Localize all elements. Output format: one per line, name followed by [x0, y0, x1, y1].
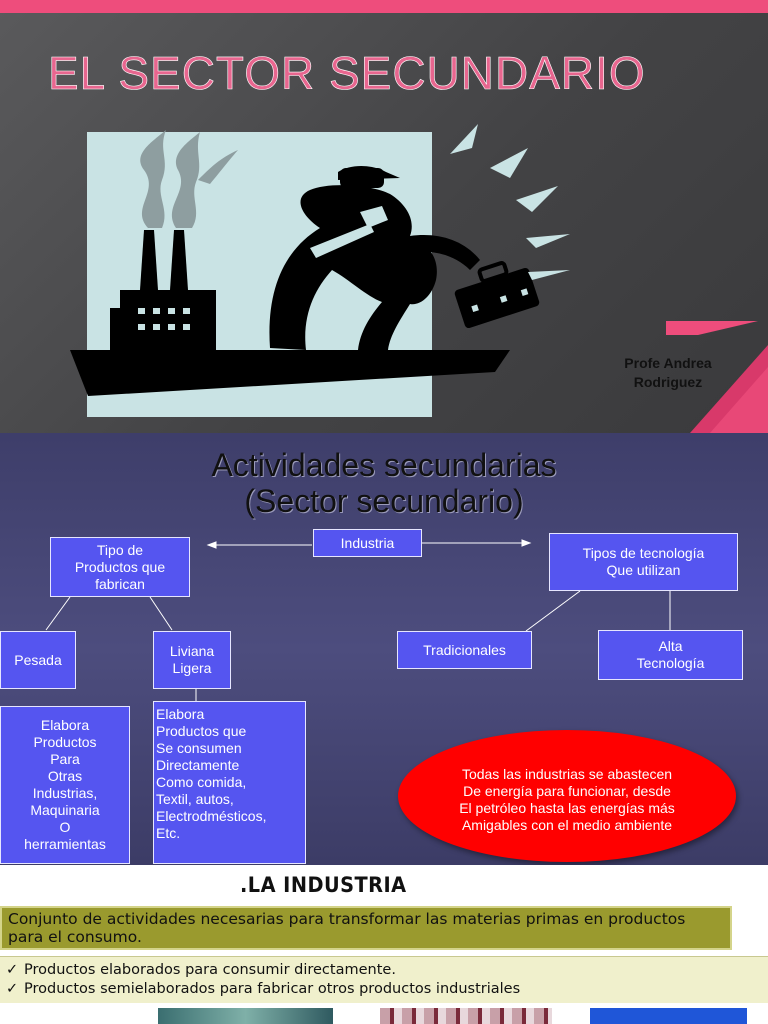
box-tipo-productos: Tipo de Productos que fabrican: [50, 537, 190, 597]
slide-title: EL SECTOR SECUNDARIO: [48, 47, 646, 99]
production-photo-thumbnail: [380, 1008, 552, 1024]
slide-title: .LA INDUSTRIA: [240, 873, 407, 897]
author-line-2: Rodriguez: [633, 374, 703, 390]
author-line-1: Profe Andrea: [624, 355, 712, 371]
product-types-list: [0, 956, 768, 1003]
author-name: [600, 354, 736, 392]
list-item-text: Productos elaborados para consumir directamente.: [24, 962, 396, 978]
slide-actividades-secundarias: [0, 433, 768, 865]
blue-photo-thumbnail: [590, 1008, 747, 1024]
box-alta-tecnologia: Alta Tecnología: [598, 630, 743, 680]
list-item-text: Productos semielaborados para fabricar otros productos industriales: [24, 981, 521, 997]
slide-la-industria: [0, 865, 768, 1024]
box-elabora-otras-industrias: Elabora Productos Para Otras Industrias, Maquinaria O herramientas: [0, 706, 130, 864]
slide-sector-secundario: [0, 0, 768, 433]
box-elabora-consumo-directo: Elabora Productos que Se consumen Directamente Como comida, Textil, autos, Electrodméstic​os, Etc.: [153, 701, 306, 864]
box-pesada: Pesada: [0, 631, 76, 689]
box-industria: Industria: [313, 529, 422, 557]
box-liviana: Liviana Ligera: [153, 631, 231, 689]
title-line-2: (Sector secundario): [244, 483, 524, 519]
check-icon: ✓: [6, 981, 19, 997]
factory-photo-thumbnail: [158, 1008, 333, 1024]
list-item: [6, 980, 520, 998]
top-accent-bar: [0, 0, 768, 13]
list-item: [6, 961, 396, 979]
energy-note-text: Todas las industrias se abastecen De energía para funcionar, desde El petróleo hasta las energías más Amigables con el medio ambiente: [459, 766, 675, 833]
industry-worker-clipart: [70, 120, 590, 420]
box-tipos-tecnologia: Tipos de tecnología Que utilizan: [549, 533, 738, 591]
definition-box: Conjunto de actividades necesarias para transformar las materias primas en productos para el consumo.: [0, 906, 732, 950]
check-icon: ✓: [6, 962, 19, 978]
box-tradicionales: Tradicionales: [397, 631, 532, 669]
title-line-1: Actividades secundarias: [211, 447, 557, 483]
